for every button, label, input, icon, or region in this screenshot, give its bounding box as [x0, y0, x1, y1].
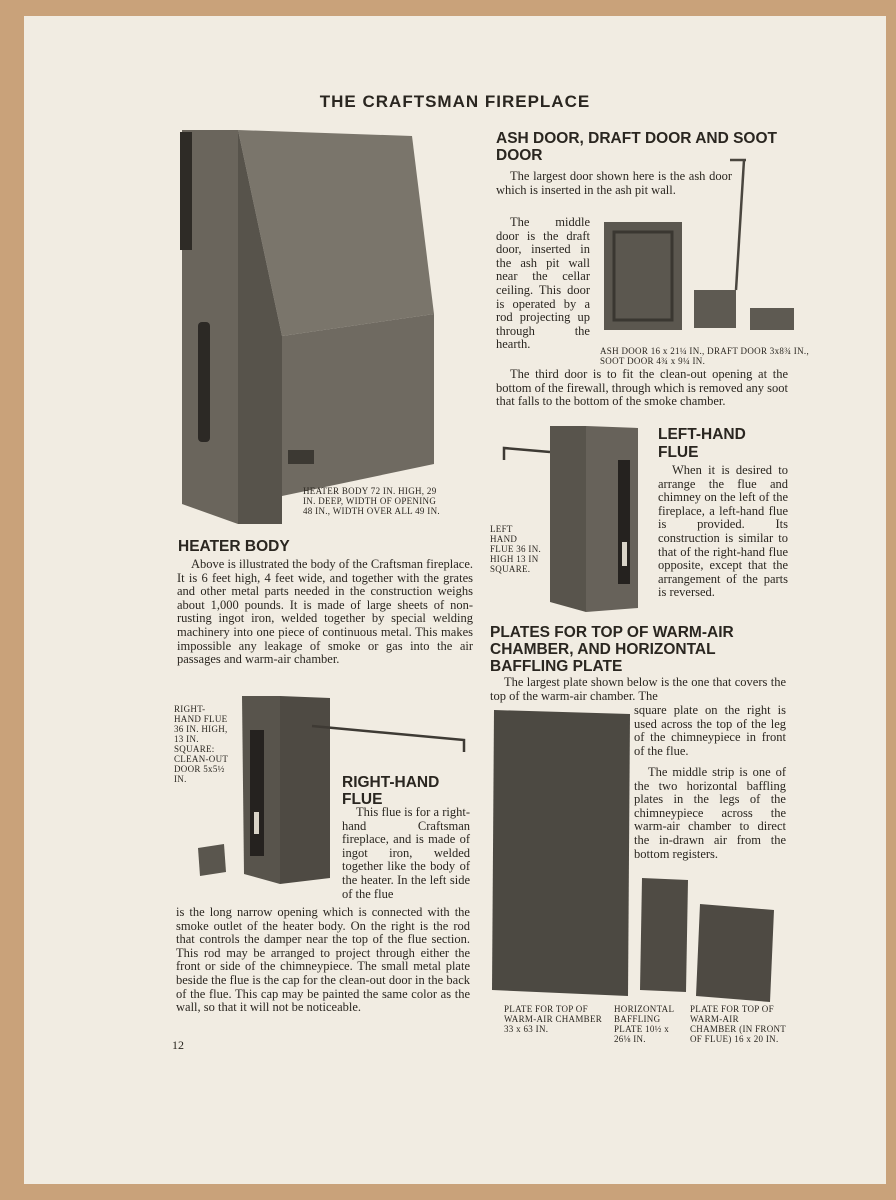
page-title: THE CRAFTSMAN FIREPLACE [319, 92, 591, 111]
doors-heading: ASH DOOR, DRAFT DOOR AND SOOT DOOR [496, 130, 778, 164]
heater-body-caption: HEATER BODY 72 IN. HIGH, 29 IN. DEEP, WIDTH OF OPENING 48 IN., WIDTH OVER ALL 49 IN. [303, 486, 440, 516]
doors-text-1: The largest door shown here is the ash door which is inserted in the ash pit wall. [496, 169, 732, 197]
left-flue-heading-1: LEFT-HAND [658, 426, 746, 443]
plates-text-3: The middle strip is one of the two horizontal baffling plates in the legs of the chimneypiece across the warm-air chamber to direct the in-drawn air from the bottom registers. [634, 765, 786, 861]
right-flue-heading-1: RIGHT-HAND [342, 774, 440, 791]
heater-body-image [176, 124, 438, 524]
page-number: 12 [172, 1038, 184, 1052]
left-flue-caption: LEFT HAND FLUE 36 IN. HIGH 13 IN SQUARE. [490, 524, 542, 574]
plates-text-1: The largest plate shown below is the one that covers the top of the warm-air chamber. The [490, 675, 786, 703]
left-flue-text: When it is desired to arrange the flue and chimney on the left of the fireplace, a left-hand flue is provided. Its construction is similar to that of the right-hand flue opposite, except that the arrangement of the parts is reversed. [658, 463, 788, 600]
right-flue-caption: RIGHT-HAND FLUE 36 IN. HIGH, 13 IN. SQUARE: CLEAN-OUT DOOR 5x5½ IN. [174, 704, 229, 784]
heater-body-heading: HEATER BODY [178, 538, 290, 555]
plates-caption-3: PLATE FOR TOP OF WARM-AIR CHAMBER (IN FRONT OF FLUE) 16 x 20 IN. [690, 1004, 786, 1044]
right-flue-text-1: This flue is for a right-hand Craftsman fireplace, and is made of ingot iron, welded together like the body of the heater. In the left side of the flue [342, 805, 470, 901]
doors-text-3: The third door is to fit the clean-out opening at the bottom of the firewall, through which is removed any soot that falls to the bottom of the smoke chamber. [496, 367, 788, 409]
plates-heading: PLATES FOR TOP OF WARM-AIR CHAMBER, AND HORIZONTAL BAFFLING PLATE [490, 624, 734, 675]
plates-caption-1: PLATE FOR TOP OF WARM-AIR CHAMBER 33 x 63 IN. [504, 1004, 603, 1034]
catalog-page [24, 16, 886, 1184]
doors-text-2: The middle door is the draft door, inserted in the ash pit wall near the cellar ceiling. This door is operated by a rod projecting up through the hearth. [496, 215, 590, 352]
right-flue-heading-2: FLUE [342, 791, 383, 808]
left-flue-image [500, 422, 644, 618]
plates-text-2: square plate on the right is used across the top of the leg of the chimneypiece in front of the flue. [634, 703, 786, 758]
plates-caption-2: HORIZONTAL BAFFLING PLATE 10½ x 26⅛ IN. [614, 1004, 674, 1044]
right-flue-text-2: is the long narrow opening which is connected with the smoke outlet of the heater body. On the right is the rod that controls the damper near the top of the flue section. This rod may be arranged to project through either the front or side of the chimneypiece. The small metal plate beside the flue is the cap for the clean-out door in the back of the flue. This cap may be painted the same color as the wall, so that it will not be noticeable. [176, 905, 470, 1015]
heater-body-text: Above is illustrated the body of the Craftsman fireplace. It is 6 feet high, 4 feet wide, and together with the grates and other metal parts needed in the construction weighs about 1,000 pounds. It is made of large sheets of non-rusting ingot iron, welded together by special welding machinery into one piece of continuous metal. This makes impossible any leakage of smoke or gas into the air passages and warm-air chamber. [177, 557, 473, 667]
doors-image [600, 156, 800, 336]
left-flue-heading-2: FLUE [658, 444, 699, 461]
doors-caption: ASH DOOR 16 x 21¼ IN., DRAFT DOOR 3x8¾ IN., SOOT DOOR 4¾ x 9¼ IN. [600, 346, 809, 366]
plates-image [490, 706, 780, 1006]
